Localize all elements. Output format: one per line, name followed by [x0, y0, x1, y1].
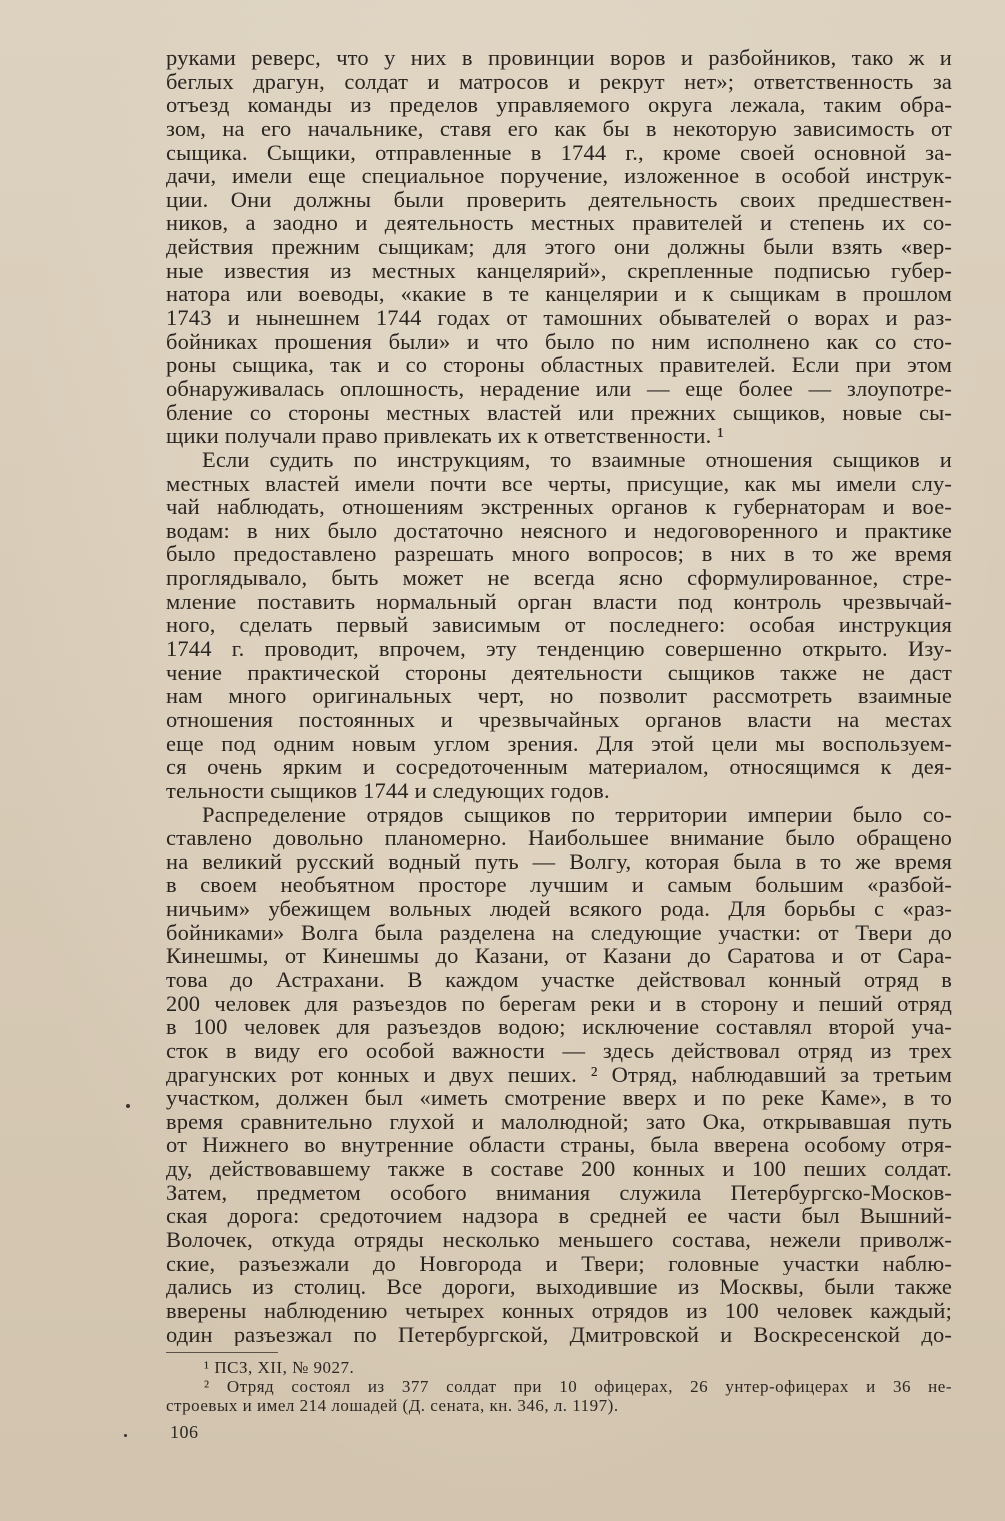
- text-line: отъезд команды из пределов управляемого округа лежала, таким обра-: [166, 93, 952, 117]
- text-line: нам много оригинальных черт, но позволит рассмотреть взаимные: [166, 684, 952, 708]
- text-line: натора или воеводы, «какие в те канцелярии и к сыщикам в прошлом: [166, 282, 952, 307]
- text-line: 200 человек для разъездов по берегам реки и в сторону и пеший отряд: [166, 991, 952, 1016]
- text-line: в своем необъятном просторе лучшим и самым большим «разбой-: [166, 873, 952, 898]
- footnote-divider: [166, 1352, 278, 1353]
- text-line: това до Астрахани. В каждом участке действовал конный отряд в: [166, 967, 952, 992]
- text-line: ного, сделать первый зависимым от последнего: особая инструкция: [166, 613, 952, 638]
- text-line: 1744 г. проводит, впрочем, эту тенденцию совершенно открыто. Изу-: [166, 637, 952, 661]
- text-line: местных властей имели почти все черты, присущие, как мы имели слу-: [166, 471, 952, 496]
- text-line: бление со стороны местных властей или прежних сыщиков, новые сы-: [166, 400, 952, 425]
- text-line: чай наблюдать, отношениям экстренных органов к губернаторам и вое-: [166, 495, 952, 519]
- footnotes: [166, 1352, 952, 1415]
- text-line: вверены наблюдению четырех конных отрядов из 100 человек каждый;: [166, 1298, 952, 1323]
- text-line: руками реверс, что у них в провинции воров и разбойников, тако ж и: [166, 46, 952, 70]
- text-line: щики получали право привлекать их к ответственности. ¹: [166, 424, 725, 448]
- text-line: ские, разъезжали до Новгорода и Твери; головные участки наблю-: [166, 1251, 952, 1276]
- text-line: сток в виду его особой важности — здесь действовал отряд из трех: [166, 1038, 952, 1063]
- page-number: 106: [170, 1422, 199, 1442]
- text-line: Затем, предметом особого внимания служила Петербургско-Москов-: [166, 1180, 952, 1205]
- text-line: на великий русский водный путь — Волгу, которая была в то же время: [166, 849, 952, 874]
- text-line: ников, а заодно и деятельность местных правителей и степень их со-: [166, 211, 952, 236]
- text-line: Распределение отрядов сыщиков по территории империи было со-: [202, 802, 952, 827]
- footnote-list: [166, 1358, 952, 1415]
- text-line: участком, должен был «иметь смотрение вверх и по реке Каме», в то: [166, 1086, 952, 1110]
- text-line: обнаруживалась оплошность, нерадение или — еще более — злоупотре-: [166, 376, 952, 401]
- paper-speck: [124, 1434, 127, 1437]
- text-line: зом, на его начальнике, ставя его как бы в некоторую зависимость от: [166, 116, 952, 141]
- text-line: ская дорога: средоточием надзора в средней ее части был Вышний-: [166, 1204, 952, 1229]
- text-line: чение практической стороны деятельности сыщиков также не даст: [166, 660, 952, 685]
- text-line: 1743 и нынешнем 1744 годах от тамошних обывателей о ворах и раз-: [166, 306, 952, 330]
- text-line: бойниках прошения были» и что было по ним исполнено как со сто-: [166, 329, 952, 354]
- text-line: ставлено довольно планомерно. Наибольшее внимание было обращено: [166, 826, 952, 850]
- text-line: в 100 человек для разъездов водою; исключение составлял второй уча-: [166, 1015, 952, 1039]
- text-line: мление поставить нормальный орган власти под контроль чрезвычай-: [166, 589, 952, 614]
- text-line: ся очень ярким и сосредоточенным материалом, относящимся к дея-: [166, 755, 952, 779]
- text-line: бойниками» Волга была разделена на следующие участки: от Твери до: [166, 920, 952, 945]
- footnote-line: строевых и имел 214 лошадей (Д. сената, кн. 346, л. 1197).: [166, 1396, 619, 1415]
- text-line: от Нижнего во внутренние области страны, была вверена особому отря-: [166, 1133, 952, 1158]
- text-line: ду, действовавшему также в составе 200 конных и 100 пеших солдат.: [166, 1157, 952, 1181]
- text-line: сыщика. Сыщики, отправленные в 1744 г., кроме своей основной за-: [166, 140, 952, 165]
- text-line: время сравнительно глухой и малолюдной; зато Ока, открывавшая путь: [166, 1109, 952, 1134]
- text-line: действия прежним сыщикам; для этого они должны были взять «вер-: [166, 235, 952, 259]
- text-line: тельности сыщиков 1744 и следующих годов.: [166, 778, 610, 803]
- text-line: проглядывало, быть может не всегда ясно сформулированное, стре-: [166, 566, 952, 590]
- main-text: [166, 46, 952, 1346]
- text-line: дачи, имели еще специальное поручение, изложенное в особой инструк-: [166, 164, 952, 188]
- footnote-line: ¹ ПСЗ, XII, № 9027.: [204, 1358, 355, 1377]
- text-line: отношения постоянных и чрезвычайных органов власти на местах: [166, 707, 952, 732]
- text-line: ные известия из местных канцелярий», скрепленные подписью губер-: [166, 258, 952, 283]
- text-line: водам: в них было достаточно неясного и недоговоренного и практике: [166, 518, 952, 543]
- text-line: ничьим» убежищем вольных людей всякого рода. Для борьбы с «раз-: [166, 897, 952, 921]
- text-line: Если судить по инструкциям, то взаимные отношения сыщиков и: [202, 447, 952, 472]
- text-line: Волочек, откуда отряды несколько меньшего состава, нежели приволж-: [166, 1228, 952, 1252]
- text-line: роны сыщика, так и со стороны областных правителей. Если при этом: [166, 353, 952, 377]
- text-line: Кинешмы, от Кинешмы до Казани, от Казани до Саратова и от Сара-: [166, 944, 952, 968]
- text-line: было предоставлено разрешать много вопросов; в них в то же время: [166, 542, 952, 567]
- text-line: ции. Они должны были проверить деятельность своих предшествен-: [166, 187, 952, 212]
- paper-speck: [126, 1104, 130, 1108]
- text-line: один разъезжал по Петербургской, Дмитровской и Воскресенской до-: [166, 1322, 952, 1347]
- text-line: беглых драгун, солдат и матросов и рекрут нет»; ответственность за: [166, 69, 952, 94]
- text-line: драгунских рот конных и двух пеших. ² Отряд, наблюдавший за третьим: [166, 1062, 952, 1087]
- text-line: еще под одним новым углом зрения. Для этой цели мы воспользуем-: [166, 731, 952, 756]
- text-line: дались из столиц. Все дороги, выходившие из Москвы, были также: [166, 1275, 952, 1299]
- footnote-line: ² Отряд состоял из 377 солдат при 10 офицерах, 26 унтер-офицерах и 36 не-: [204, 1377, 952, 1396]
